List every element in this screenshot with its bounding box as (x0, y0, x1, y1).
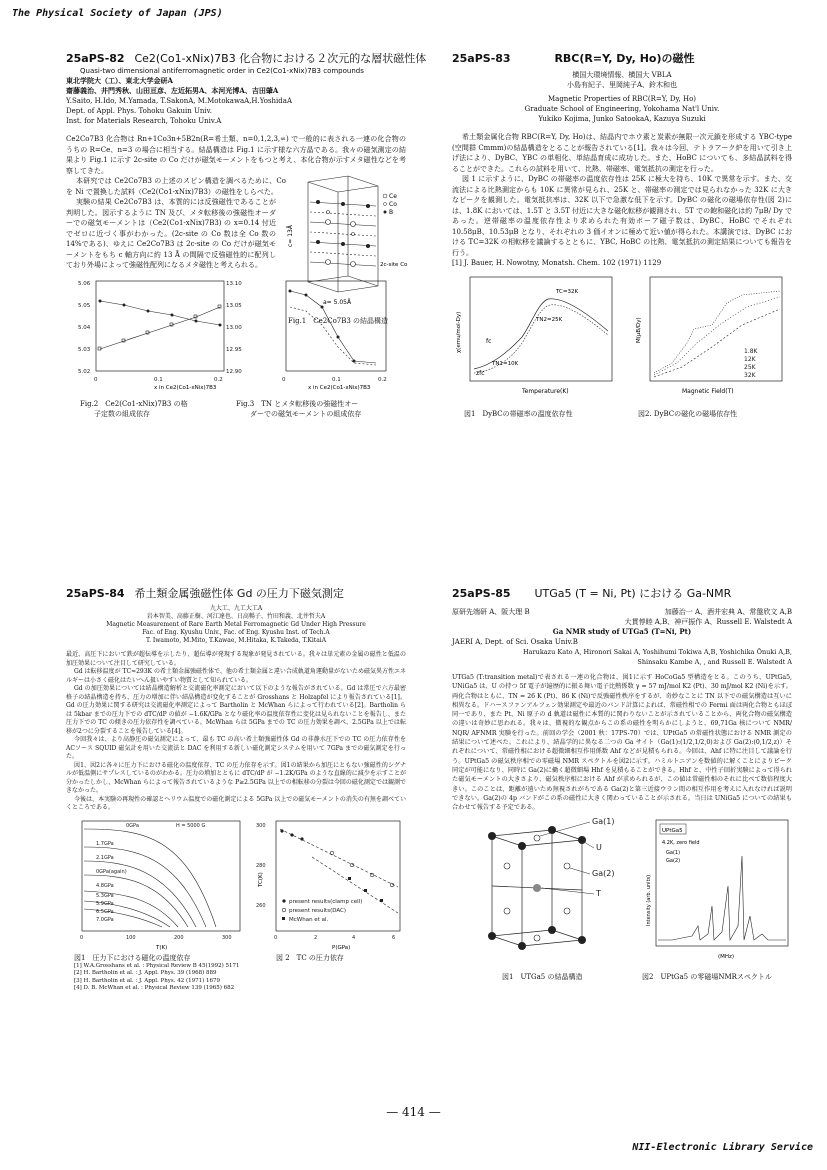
label-u: U (596, 843, 602, 853)
svg-text:6: 6 (392, 934, 396, 941)
paragraph: Gd は転移温度が TC≈293K の希土類金属強磁性体で、他の希土類金属と違い合成軌道角運動量がないため磁気異方性エネルギーは小さく磁化はたいへん扱いやすい物質として知られている。 (66, 668, 406, 684)
legend-ga2: Ga(2) (666, 858, 681, 865)
abstract-title-text: 希土類金属強磁性体 Gd の圧力下磁気測定 (134, 587, 344, 600)
ann-2.1gpa: 2.1GPa (96, 854, 114, 861)
abstract-code: 25aPS-85 (452, 587, 511, 600)
legend-25K: 25K (744, 363, 756, 371)
ann-1.7gpa: 1.7GPa (96, 840, 114, 847)
reference: [2] H. Bartholin et al. : J. Appl. Phys. 39 (1968) 889 (74, 970, 217, 976)
neel-temperature-chart (266, 277, 406, 395)
svg-text:2: 2 (314, 934, 318, 941)
authors-english: Yukiko Kojima, Junko SatookaA, Kazuya Suzuki (538, 115, 706, 123)
abstract-code: 25aPS-84 (66, 587, 125, 600)
abstract-code: 25aPS-83 (452, 52, 511, 65)
abstract-25aPS-83 (452, 50, 792, 535)
spectrum-ylabel: Intensity (arb. units) (646, 875, 652, 927)
svg-text:260: 260 (256, 902, 266, 909)
english-title: Magnetic Measurement of Rare Earth Metal Ferromagnetic Gd Under High Pressure (106, 621, 366, 628)
authors: 小島有紀子、里岡純子A、鈴木和也 (566, 81, 678, 89)
reference: [1] J. Bauer, H. Nowotny, Monatsh. Chem. 102 (1971) 1129 (452, 259, 662, 267)
curie-temperature-chart (252, 817, 406, 953)
legend-co: Co (389, 201, 397, 208)
tc-label: TC=32K (556, 288, 579, 295)
svg-text:5.05: 5.05 (78, 302, 91, 309)
svg-text:5.06: 5.06 (78, 280, 91, 287)
institute: JAERI A, Dept. of Sci. Osaka Univ.B (452, 638, 578, 646)
ann-5.9gpa: 5.9GPa (96, 900, 114, 907)
authors-2: 大貫惇睦 A,B、神戸振作 A、Russell E. Walstedt A (624, 618, 792, 626)
library-footer: NII-Electronic Library Service (632, 1142, 813, 1153)
magnetization-chart (632, 273, 792, 407)
legend-marker-mcwhan (282, 917, 285, 920)
legend-dac: present results(DAC) (289, 907, 347, 914)
fig3-caption-line2: ダーでの磁気モーメントの組成依存 (250, 409, 362, 418)
ann-0gpa: 0GPa (126, 822, 139, 829)
tn1-label: TN1=10K (492, 360, 519, 367)
english-title: Ga NMR study of UTGa5 (T=Ni, Pt) (552, 627, 692, 636)
authors: 岩本智美、高藤正樹、河江達也、日高暢子、竹田和義、北井哲夫A (146, 613, 326, 620)
affiliation-row (452, 607, 792, 617)
legend-mcwhan: McWhan et al. (289, 916, 329, 923)
fig2-caption: 図2 UPtGa5 の零磁場NMRスペクトル (642, 973, 772, 982)
fig3-xlabel: x in Ce2(Co1-xNix)7B3 (308, 384, 371, 391)
label-ga2: Ga(2) (592, 869, 615, 879)
tn2-label: TN2=25K (536, 316, 563, 323)
fig2-caption (80, 399, 188, 419)
fig2-xlabel: Magnetic Field(T) (682, 387, 734, 395)
svg-text:0.1: 0.1 (332, 376, 341, 383)
svg-text:13.10: 13.10 (226, 280, 242, 287)
label-t: T (596, 889, 601, 899)
svg-text:300: 300 (256, 822, 266, 829)
fig2-xlabel: P(GPa) (332, 944, 351, 951)
legend-marker-clamp (282, 899, 285, 902)
abstract-title-text: Ce2(Co1-xNix)7B3 化合物における２次元的な層状磁性体 (134, 52, 427, 65)
susceptibility-chart (452, 273, 622, 407)
legend-1.8K: 1.8K (744, 347, 758, 355)
reference: [1] W.A.Grosshans et al. : Physical Review B 45(1992) 5171 (74, 962, 240, 969)
ann-0gpa-again: 0GPa(again) (96, 868, 127, 875)
ann-4.8gpa: 4.8GPa (96, 882, 114, 889)
school: Graduate School of Engineering, Yokohama Nat'l Univ. (524, 105, 720, 113)
affiliation: 九大工、九工大工A (209, 605, 263, 612)
fig2-caption: 図2. DyBCの磁化の磁場依存性 (638, 409, 738, 418)
fig2-ylabel: M(μB/Dy) (636, 316, 642, 343)
zfc-label: zfc (476, 369, 485, 377)
utga5-crystal-structure (472, 816, 632, 966)
svg-text:200: 200 (174, 934, 184, 941)
svg-text:300: 300 (222, 934, 232, 941)
abstract-title (66, 585, 406, 601)
paragraph: Ce2Co7B3 化合物は Rn+1Co3n+5B2n(R=希土類、n=0,1,2,3,∞) で一般的に表される一連の化合物のうちの R=Ce、n=3 の場合に相当する。結晶構造は Fig.1 に示す様な六方晶である。我々の磁気測定の結果より Fig.1 に示す 2c-site の Co だけが磁気モーメントをもつと考え、本化合物が示すメタ磁性などを考察してきた。 (66, 135, 406, 175)
legend-marker-ce (383, 194, 387, 198)
ann-5.3gpa: 5.3GPa (96, 892, 114, 899)
institute: Inst. for Materials Research, Tohoku Univ.A (66, 117, 222, 125)
fig3-caption-line1: Fig.3 TN とメタ転移後の強磁性オー (236, 399, 359, 408)
faculty: Fac. of Eng. Kyushu Univ., Fac. of Eng. Kyushu Inst. of Tech.A (142, 629, 330, 636)
paragraph: 今後は、本実験の再現性の確認とヘリウム温度での磁化測定による 5GPa 以上での磁気モーメントの消失の有無を調べていくところである。 (66, 795, 406, 811)
abstract-title (66, 50, 427, 66)
spectrum-temp: 4.2K, zero field (662, 840, 700, 847)
paragraph: 実験の結果 Ce2Co7B3 は、本質的には反強磁性であることが判明した。図示するように TN 及び、メタ転移後の強磁性オーダーでの磁気モーメントは（Ce2(Co1-xNix)7B3) の x=0.14 付近でゼロに近づく事がわかった。(2c-site の Co 数は全 Co 数の 14%である)、ゆえに Ce2Co7B3 は 2c-site の Co だけが磁気モーメントをもち c 軸方向に約 13 Å の間隔で反強磁性的に配列しており外場によって強磁性配列になるメタ磁性と考えられる。 (66, 198, 276, 269)
spectrum-xlabel: (MHz) (718, 954, 735, 961)
magnetization-pressure-chart (66, 817, 246, 953)
c-axis-label: c= 13Å (287, 225, 294, 247)
abstract-title-text: UTGa5 (T = Ni, Pt) における Ga-NMR (534, 587, 732, 600)
authors: 加藤治一 A、酒井宏典 A、常盤欣文 A,B (664, 608, 792, 616)
reference: [4] D. B. McWhan et al. : Physical Review 139 (1965) 682 (74, 985, 235, 991)
svg-text:5.03: 5.03 (78, 346, 91, 353)
fig1-xlabel: T(K) (156, 944, 168, 951)
abstract-code: 25aPS-82 (66, 52, 125, 65)
svg-text:0: 0 (282, 376, 286, 383)
legend-12K: 12K (744, 355, 756, 363)
fig1-caption: 図1 圧力下における磁化の温度依存 (74, 953, 191, 962)
nmr-spectrum-chart (642, 816, 792, 966)
paragraph: 今回我々は、より高静圧の磁気測定によって、最も TC の高い希土類強磁性体 Gd の非静水圧下での TC の圧力依存性を ACソース SQUID 磁気計を用いた交流法と DAC を利用する新しい磁化測定システムを用いて 7GPa までの磁気測定を行った。 (66, 736, 406, 760)
paragraph: 本研究では Ce2Co7B3 の上述のスピン構造を調べるために、Co を Ni で置換した試料（Ce2(Co1-xNix)7B3）の磁性をしらべた。 (66, 177, 286, 196)
svg-text:0.1: 0.1 (154, 376, 163, 383)
reference: [3] H. Bartholin et al. : J. Appl. Phys. 42 (1971) 1679 (74, 977, 220, 984)
authors-english-1: Harukazu Kato A, Hironori Sakai A, Yoshihumi Tokiwa A,B, Yoshichika Ōnuki A,B, (523, 648, 792, 656)
svg-text:0.2: 0.2 (214, 376, 223, 383)
authors: 齋藤義治、井門秀秋、山田亘彦、左近拓男A、本河光博A、吉田肇A (66, 86, 279, 95)
fig1-caption: 図1 UTGa5 の結晶構造 (502, 973, 583, 982)
paragraph: Gd の加圧効果については結晶構造解析と交流磁化率測定において以下のような報告がされている。Gd は常圧で六方最密格子の結晶構造を持ち、圧力の増加に伴い結晶構造が変化することが Grosshans と Holzapfel により報告されている[1]。Gd の圧力効果に関する研究は交流磁化率測定によって Bartholin と McWhan らによって行われている[2]。Bartholin らは 5kbar までの圧力下での dTC/dP の値が −1.6K/GPa となり磁化率の温度依存性に変化は見られないことを報告し、また圧力下での TC の傾きの圧力依存性を調べている。McWhan らは 5GPa までの TC の圧力効果を調べ、2.5GPa 以上では転移が2つに分裂することを報告している[4]。 (66, 685, 406, 735)
paragraph: 図1、図2に各々に圧力下における磁化の温度依存、TC の圧力依存を示す。図1の結果から加圧にともない強磁性的シグナルが低温側にサプレスしているのがわかる。圧力の増加とともに dTC/dP が −1.2K/GPa のような直線的に減少を示すことが分かったしかし、McWhan らによって報告されているような P≥2.5GPa 以上での相転移の分裂は今回の磁化測定では観測できなかった。 (66, 761, 406, 794)
label-ga1: Ga(1) (592, 817, 615, 827)
svg-text:0: 0 (94, 376, 98, 383)
legend-b: B (389, 209, 394, 216)
svg-text:4: 4 (352, 934, 356, 941)
legend-marker-b (384, 211, 387, 214)
a-axis-label: a= 5.05Å (323, 299, 352, 306)
authors-english-2: Shinsaku Kambe A, , and Russell E. Walstedt A (637, 658, 792, 666)
authors-english: Y.Saito, H.Ido, M.Yamada, T.SakonA, M.MotokawaA,H.YoshidaA (66, 97, 292, 105)
lattice-constant-chart (76, 277, 256, 395)
svg-text:0: 0 (274, 934, 278, 941)
abstract-title (452, 50, 792, 66)
department: Dept. of Appl. Phys. Tohoku Gakuin Univ. (66, 107, 212, 115)
legend-32K: 32K (744, 371, 756, 379)
svg-text:100: 100 (126, 934, 136, 941)
spectrum-title: UPtGa5 (662, 828, 683, 835)
page-number: — 414 — (386, 1105, 441, 1119)
ann-field: H = 5000 G (176, 822, 206, 829)
legend-marker-co (384, 203, 387, 206)
paragraph: UTGa5 (T:transition metal)で表される一連の化合物は、図1に示す HoCoGa5 型構造をとる。このうち、UPtGa5, UNiGa5 は、U の持つ 5f 電子が遍歴的に振る舞い電子比熱係数 γ = 57 mJ/mol K2 (Pt)、30 mJ/mol K2 (Ni)を示す。両化合物はともに、TN = 26 K (Pt)、86 K (Ni)で反強磁性秩序をするが、奇妙なことに TN 以下での磁気構造は互いに相異なる。ドハースファンアルフェン効果測定や最近のバンド計算によれば、常磁性相での Fermi 面は両化合物ともほぼ同一であり、また Pt、Ni 原子の d 軌道は磁性に本質的に関わりないことが示されていることから、両化合物の磁気構造の違いは奇妙に思われる。我々は、微視的な観点からこの系の磁性を明らかにしようと、69,71Ga 核について NMR/ NQR/ AFNMR 実験を行った。前回の学会（2001 秋：17PS-70）では、UPtGa5 の常磁性状態における NMR 測定の結果について述べた。これにより、結晶学的に異なる二つの Ga サイト（Ga(1):(1/2,1/2,0)および Ga(2):(0,1/2,z)）それぞれについて、常磁性相における超微細相互作用係数 Ahf などが見積もられる。今回は、Ahf に特に注目して議論を行う。UPtGa5 の磁気秩序相での零磁場 NMR スペクトルを図2に示す。ハミルトニアンを数値的に解くことによりピーク同定が可能になり、同時に Ga(2)に働く超微細場 Hhf を見積もることができる。Hhf と、中性子回折実験によって得られた磁気モーメントの大きさより、磁気秩序相における Ahf が求められるが、この値は常磁性相のそれに比べて数倍程度大きい。このことは、距離が遠いため無視されがちである Ga(2)と第三近接ウラン間の相互作用を考えに入れなければ説明できない。Ga(2)の 4p バンドがこの系の磁性に大きく関わっていることが示される。当日は UNiGa5 についての結果も合わせて報告する予定である。 (452, 674, 792, 812)
fig1-caption: 図1 DyBCの帯磁率の温度依存性 (464, 409, 573, 418)
fig2-xlabel: x in Ce2(Co1-xNix)7B3 (154, 384, 217, 391)
english-title: Magnetic Properties of RBC(R=Y, Dy, Ho) (547, 95, 697, 103)
affiliation: 横国大環境情報、横国大 VBLA (572, 71, 672, 79)
ann-6.5gpa: 6.5GPa (96, 908, 114, 915)
fig3-caption (236, 399, 361, 419)
svg-text:280: 280 (256, 862, 266, 869)
abstract-title-text: RBC(R=Y, Dy, Ho)の磁性 (554, 52, 695, 65)
svg-text:12.95: 12.95 (226, 346, 242, 353)
paragraph: 希土類金属化合物 RBC(R=Y, Dy, Ho)は、結晶内でホウ素と炭素が無限一次元鎖を形成する YBC-type (空間群 Cmmm)の結晶構造をとることが報告されている[1]。我々は今回、テトラアーク炉を用いて引き上げ法により、DyBC、YBC の単相化、単結晶育成に成功した。また、HoBC についても、多結晶試料を得ることができた。これらの試料を用いて、比熱、帯磁率、電気抵抗の測定を行った。 (452, 133, 792, 173)
english-title: Quasi-two dimensional antiferromagnetic order in Ce2(Co1-xNix)7B3 compounds (80, 67, 364, 75)
fig1-xlabel: Temperature(K) (522, 387, 569, 395)
legend-ga1: Ga(1) (666, 850, 681, 857)
legend-ce: Ce (389, 193, 397, 200)
journal-header: The Physical Society of Japan (JPS) (12, 8, 223, 19)
abstract-title (452, 585, 792, 601)
abstract-25aPS-82 (66, 50, 427, 535)
svg-text:5.04: 5.04 (78, 324, 91, 331)
site-label: 2c-site Co (380, 262, 408, 268)
fc-label: fc (486, 337, 492, 345)
abstract-25aPS-84 (66, 585, 406, 1095)
affiliation: 原研先端研 A、阪大理 B (452, 608, 530, 616)
svg-text:12.90: 12.90 (226, 368, 242, 375)
svg-text:5.02: 5.02 (78, 368, 91, 375)
fig1-ylabel: χ(emu/mol-Dy) (456, 311, 462, 353)
fig2-ylabel: TC(K) (258, 871, 264, 887)
reference-list (74, 963, 240, 993)
legend-clamp: present results(clamp cell) (289, 898, 363, 905)
svg-text:13.05: 13.05 (226, 302, 242, 309)
affiliation: 東北学院大（工）、東北大学金研A (66, 76, 173, 85)
fig2-caption: 図 2 TC の圧力依存 (276, 953, 344, 962)
ann-7.0gpa: 7.0GPa (96, 916, 114, 923)
abstract-25aPS-85 (452, 585, 792, 1095)
paragraph: 最近、高圧下において鉄が超伝導を示したり、超伝導が発現する現象が発見されている。我々は単元素の金属の磁性と低温の加圧効果について注目して研究している。 (66, 651, 406, 667)
svg-text:13.00: 13.00 (226, 324, 242, 331)
authors-english: T. Iwamoto, M.Mito, T.Kawae, M.Hitaka, K.Takeda, T.KitaiA (145, 637, 327, 644)
fig2-caption-line1: Fig.2 Ce2(Co1-xNix)7B3 の格 (80, 399, 188, 408)
paragraph: 図 1 に示すように、DyBC の帯磁率の温度依存性は 25K に極大を持ち、10K で異常を示す。また、交流法による比熱測定からも 10K に異常が見られ、25K と、帯磁率の測定では見られなかった 32K に大きなピークを観測した。電気抵抗率は、32K 以下で急激な低下を示す。DyBC の磁化の磁場依存性(図 2)には、1.8K においては、1.5T と 3.5T 付近に大きな磁化転移が観測され、5T での飽和磁化は約 7μB/ Dy であった。逆帯磁率の温度依存性より求められた有効ボーア磁子数は、DyBC、HoBC でそれぞれ 10.58μB、10.53μB となり、それぞれの 3 価イオンに極めて近い値が得られた。本講演では、DyBC における TC=32K の相転移を議論するとともに、YBC, HoBC の比熱、電気抵抗の測定結果についても報告を行う。 (452, 175, 792, 257)
fig2-caption-line2: 子定数の組成依存 (94, 409, 150, 418)
svg-text:0.2: 0.2 (378, 376, 387, 383)
svg-text:0: 0 (80, 934, 84, 941)
fig1-caption: Fig.1 Ce2Co7B3 の結晶構造 (288, 317, 389, 325)
legend-marker-dac (282, 908, 286, 912)
